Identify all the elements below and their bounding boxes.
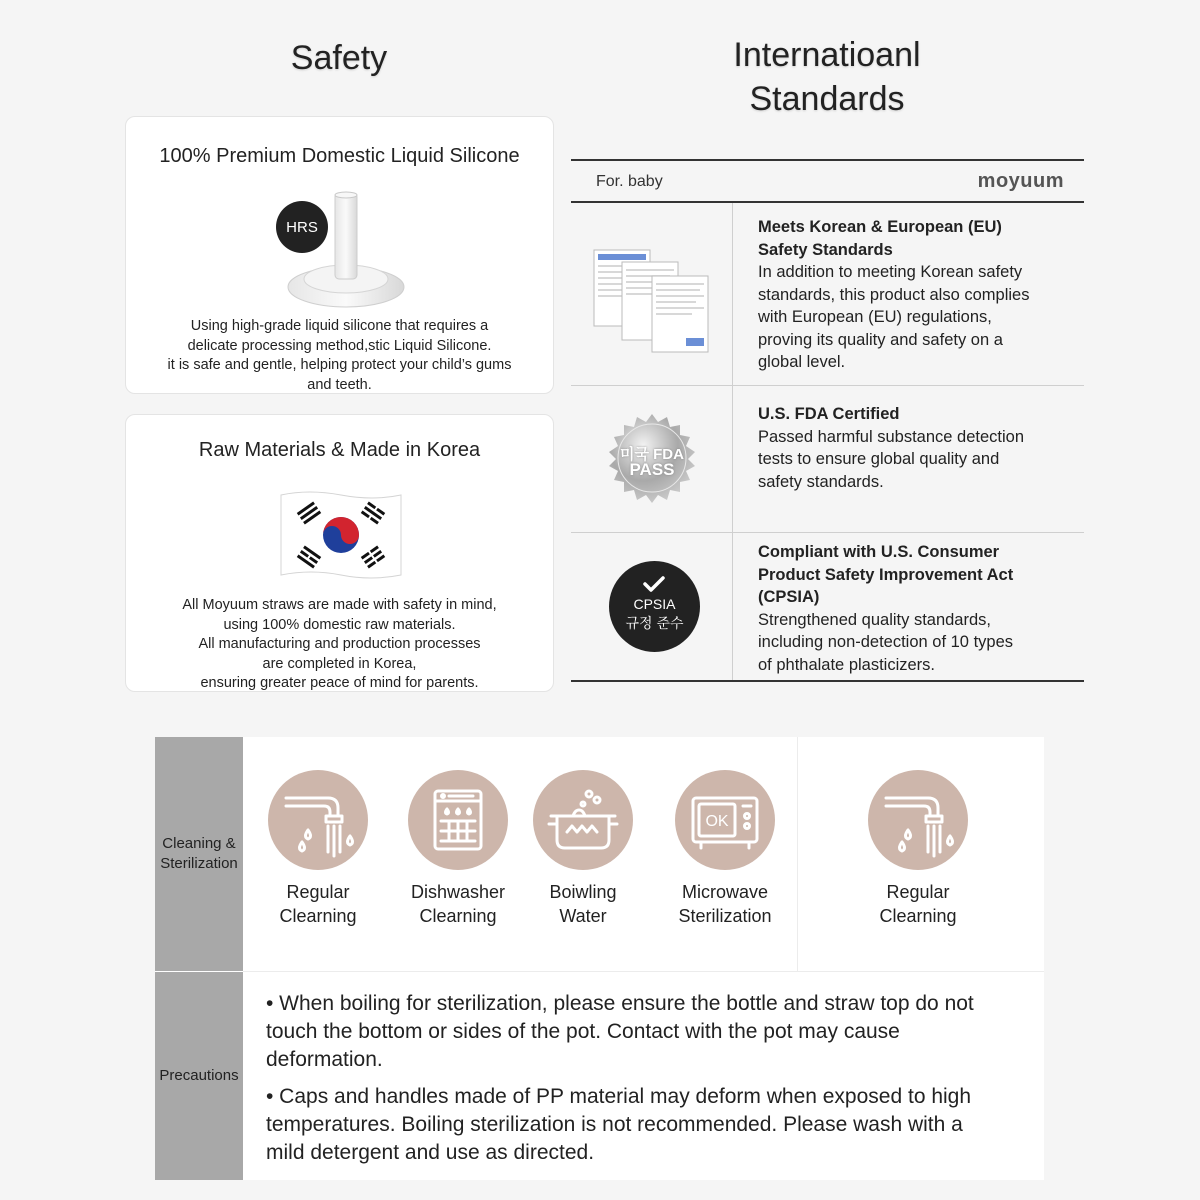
method-label: Boiwling Water bbox=[549, 882, 617, 926]
method-label: Microwave Sterilization bbox=[678, 882, 772, 926]
international-standards-title: Internatioanl Standards bbox=[733, 36, 921, 118]
hrs-badge: HRS bbox=[276, 201, 328, 253]
standard-fda bbox=[758, 403, 1068, 493]
silicone-card bbox=[125, 116, 554, 394]
faucet-icon bbox=[878, 780, 958, 860]
fda-seal-line1: 미국 FDA bbox=[620, 446, 684, 463]
standard-fda-body: Passed harmful substance detection tests to ensure global quality and safety standards. bbox=[758, 427, 1024, 491]
standards-row-divider bbox=[571, 385, 1084, 386]
precaution-item: • When boiling for sterilization, please ensure the bottle and straw top do not touch the bottom or sides of the pot. Contact with the pot may cause deformation. bbox=[266, 992, 974, 1071]
korea-card bbox=[125, 414, 554, 692]
method-label: Regular Clearning bbox=[879, 882, 957, 926]
precaution-item: • Caps and handles made of PP material may deform when exposed to high temperatures. Boiling sterilization is not recommended. Please wash with a mild detergent and use as directed. bbox=[266, 1085, 972, 1164]
korea-card-body: All Moyuum straws are made with safety in mind, using 100% domestic raw materials. All manufacturing and production processes are completed in Korea, ensuring greater peace of mind for parents. bbox=[182, 597, 497, 691]
standards-header-rule bbox=[571, 201, 1084, 203]
cpsia-badge bbox=[609, 561, 700, 652]
checkmark-icon bbox=[643, 575, 665, 593]
standard-korea-eu-body: In addition to meeting Korean safety standards, this product also complies with European (EU) regulations, proving its quality and safety on a global level. bbox=[758, 263, 1030, 371]
fda-seal-line2: PASS bbox=[629, 460, 675, 479]
dishwasher-icon bbox=[423, 785, 493, 855]
panel-divider bbox=[243, 971, 1044, 972]
method-regular-cleaning-2 bbox=[843, 770, 993, 928]
method-boiling-water bbox=[508, 770, 658, 928]
safety-title: Safety bbox=[290, 39, 388, 77]
faucet-icon bbox=[278, 780, 358, 860]
standard-fda-heading: U.S. FDA Certified bbox=[758, 405, 900, 423]
cpsia-badge-line2: 규정 준수 bbox=[625, 615, 684, 631]
certificate-documents-image bbox=[592, 248, 712, 354]
standard-cpsia bbox=[758, 541, 1068, 676]
cleaning-side-label: Cleaning & Sterilization bbox=[155, 737, 243, 971]
standard-cpsia-heading: Compliant with U.S. Consumer Product Safety Improvement Act (CPSIA) bbox=[758, 543, 1014, 606]
standards-row-divider bbox=[571, 532, 1084, 533]
standards-header-label: For. baby bbox=[596, 173, 663, 190]
method-regular-cleaning bbox=[243, 770, 393, 928]
standard-cpsia-body: Strengthened quality standards, including non-detection of 10 types of phthalate plasticizers. bbox=[758, 610, 1014, 674]
standards-top-rule bbox=[571, 159, 1084, 161]
method-microwave bbox=[650, 770, 800, 928]
precautions-side-label: Precautions bbox=[155, 972, 243, 1180]
silicone-card-body: Using high-grade liquid silicone that requires a delicate processing method,stic Liquid Silicone. it is safe and gentle, helping protect your child’s gums and teeth. bbox=[167, 318, 512, 393]
brand-logo: moyuum bbox=[977, 170, 1064, 192]
method-label: Regular Clearning bbox=[279, 882, 357, 926]
korea-card-title: Raw Materials & Made in Korea bbox=[198, 439, 481, 461]
cpsia-badge-line1: CPSIA bbox=[633, 596, 676, 612]
standards-column-divider bbox=[732, 203, 733, 681]
korean-flag-image bbox=[279, 489, 403, 581]
silicone-card-title: 100% Premium Domestic Liquid Silicone bbox=[159, 145, 520, 167]
boiling-pot-icon bbox=[543, 780, 623, 860]
standard-korea-eu-heading: Meets Korean & European (EU) Safety Standards bbox=[758, 218, 1002, 259]
method-label: Dishwasher Clearning bbox=[410, 882, 506, 926]
standards-bottom-rule bbox=[571, 680, 1084, 682]
standard-korea-eu bbox=[758, 216, 1068, 374]
microwave-icon bbox=[685, 780, 765, 860]
microwave-ok-text: OK bbox=[705, 813, 729, 830]
